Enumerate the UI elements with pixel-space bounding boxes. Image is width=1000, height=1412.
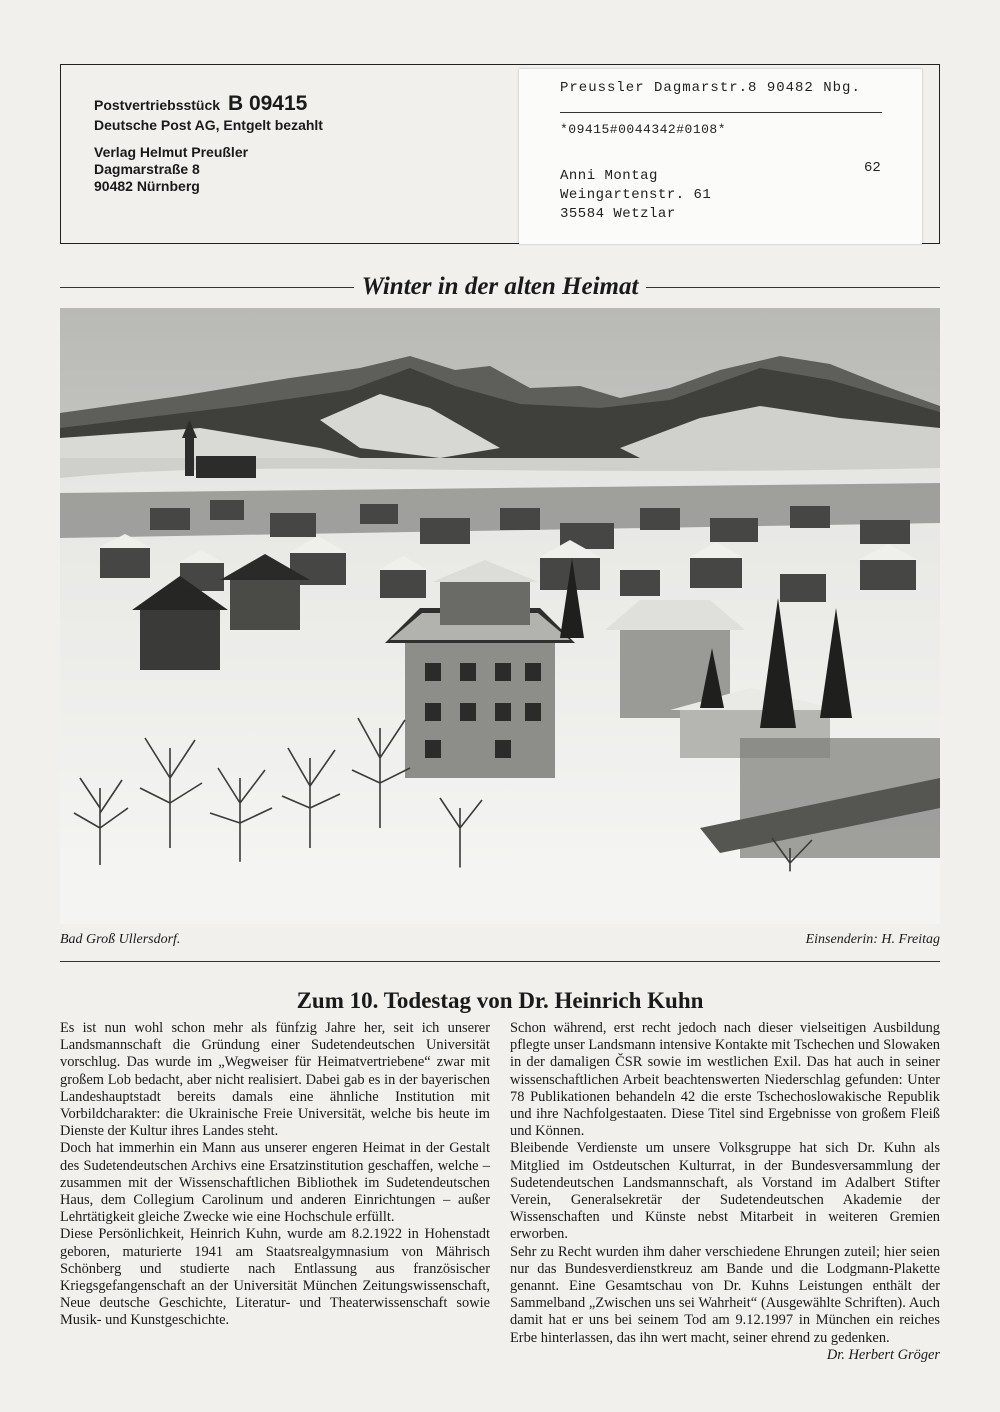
article-paragraph: Bleibende Verdienste um unsere Volksgruppe hat sich Dr. Kuhn als Mitglied im Ostdeutschen Kulturrat, in der Bundesversammlung der Sudetendeutschen Landsmannschaft, als Vorstand im Adalbert Stifter Verein, Generalsekretär der Sudetendeutschen Akademie der Wissenschaften und Künste nebst Mitarbeit in weiteren Gremien erworben. [510, 1140, 940, 1243]
postvertrieb-label: Postvertriebsstück [94, 97, 221, 113]
article-author: Dr. Herbert Gröger [826, 1346, 940, 1363]
caption-rule [60, 961, 940, 962]
sender-block [94, 92, 323, 195]
article-paragraph [510, 1243, 940, 1363]
article-paragraph: Schon während, erst recht jedoch nach dieser vielseitigen Ausbildung pflegte unser Landsmann intensive Kontakte mit Tschechen und Slowaken in der damaligen ČSR sowie im westlichen Exil. Das hat auch in seiner wissenschaftlichen Arbeit beachtenswerten Niederschlag gefunden: Unter 78 Publikationen behandeln 42 die erste Tschechoslowakische Republik und ihre Nachfolgestaaten. Diese Titel sind Ergebnisse von großem Fleiß und Können. [510, 1020, 940, 1140]
photo-headline-row [60, 270, 940, 304]
photo-credit: Einsenderin: H. Freitag [805, 932, 940, 947]
winter-town-photo [60, 308, 940, 924]
publisher-address [94, 144, 323, 195]
recipient-city: 35584 Wetzlar [560, 206, 676, 222]
postvertrieb-number: B 09415 [227, 92, 308, 115]
photo-headline: Winter in der alten Heimat [361, 273, 639, 300]
publisher-name: Verlag Helmut Preußler [94, 144, 249, 160]
article-paragraph: Doch hat immerhin ein Mann aus unserer engeren Heimat in der Gestalt des Sudetendeutschen Archivs eine Ersatzinstitution geschaffen, welche – zusammen mit der Wissenschaftlichen Bibliothek im Sudetendeutschen Haus, dem Collegium Carolinum und anderen Einrichtungen – außer Lehrtätigkeit gleiche Zwecke wie eine Hochschule erfüllt. [60, 1140, 490, 1226]
article-paragraph: Es ist nun wohl schon mehr als fünfzig Jahre her, seit ich unserer Landsmannschaft die Gründung einer Sudetendeutschen Universität vorschlug. Das wurde im „Wegweiser für Heimatvertriebene“ zwar mit großem Lob bedacht, aber nicht realisiert. Dabei gab es in der bayerischen Landeshauptstadt bereits damals eine ähnliche Institution mit Vorbildcharakter: die Ukrainische Freie Universität, welche bis heute im Dienste der Kultur ihres Landes steht. [60, 1020, 490, 1140]
photo-illustration [60, 308, 940, 924]
article-paragraph-text: Sehr zu Recht wurden ihm daher verschiedene Ehrungen zuteil; hier seien nur das Bundesverdienstkreuz am Bande und die Lodgmann-Plakette genannt. Eine Gesamtschau von Dr. Kuhns Leistungen enthält der Sammelband „Zwischen uns sei Wahrheit“ (Ausgewählte Schriften). Auch damit hat er uns bei seinem Tod am 9.12.1997 in München ein reiches Erbe hinterlassen, das ihn wert macht, seiner ehrend zu gedenken. [510, 1243, 940, 1346]
label-count: 62 [864, 160, 881, 176]
headline-rule-right [646, 287, 940, 288]
article-column-right [510, 1020, 940, 1364]
return-address: Preussler Dagmarstr.8 90482 Nbg. [560, 80, 861, 96]
recipient-street: Weingartenstr. 61 [560, 187, 712, 203]
postvertrieb-line [94, 92, 323, 115]
post-line: Deutsche Post AG, Entgelt bezahlt [94, 117, 323, 133]
headline-rule-left [60, 287, 354, 288]
photo-caption: Bad Groß Ullersdorf. [60, 932, 181, 947]
subscriber-code: *09415#0044342#0108* [560, 122, 727, 137]
publisher-city: 90482 Nürnberg [94, 178, 200, 194]
article-paragraph: Diese Persönlichkeit, Heinrich Kuhn, wurde am 8.2.1922 in Hohenstadt geboren, maturierte 1941 am Staatsrealgymnasium von Mährisch Schönberg und studierte nach Entlassung aus französischer Kriegsgefangenschaft an der Universität München Zeitungswissenschaft, Neue deutsche Geschichte, Literatur- und Theaterwissenschaft sowie Musik- und Kunstgeschichte. [60, 1226, 490, 1329]
recipient-address [560, 167, 711, 224]
article-column-left [60, 1020, 490, 1330]
address-label [519, 69, 922, 244]
publisher-street: Dagmarstraße 8 [94, 161, 200, 177]
article-title: Zum 10. Todestag von Dr. Heinrich Kuhn [296, 988, 704, 1013]
label-rule [560, 112, 882, 113]
recipient-name: Anni Montag [560, 168, 658, 184]
